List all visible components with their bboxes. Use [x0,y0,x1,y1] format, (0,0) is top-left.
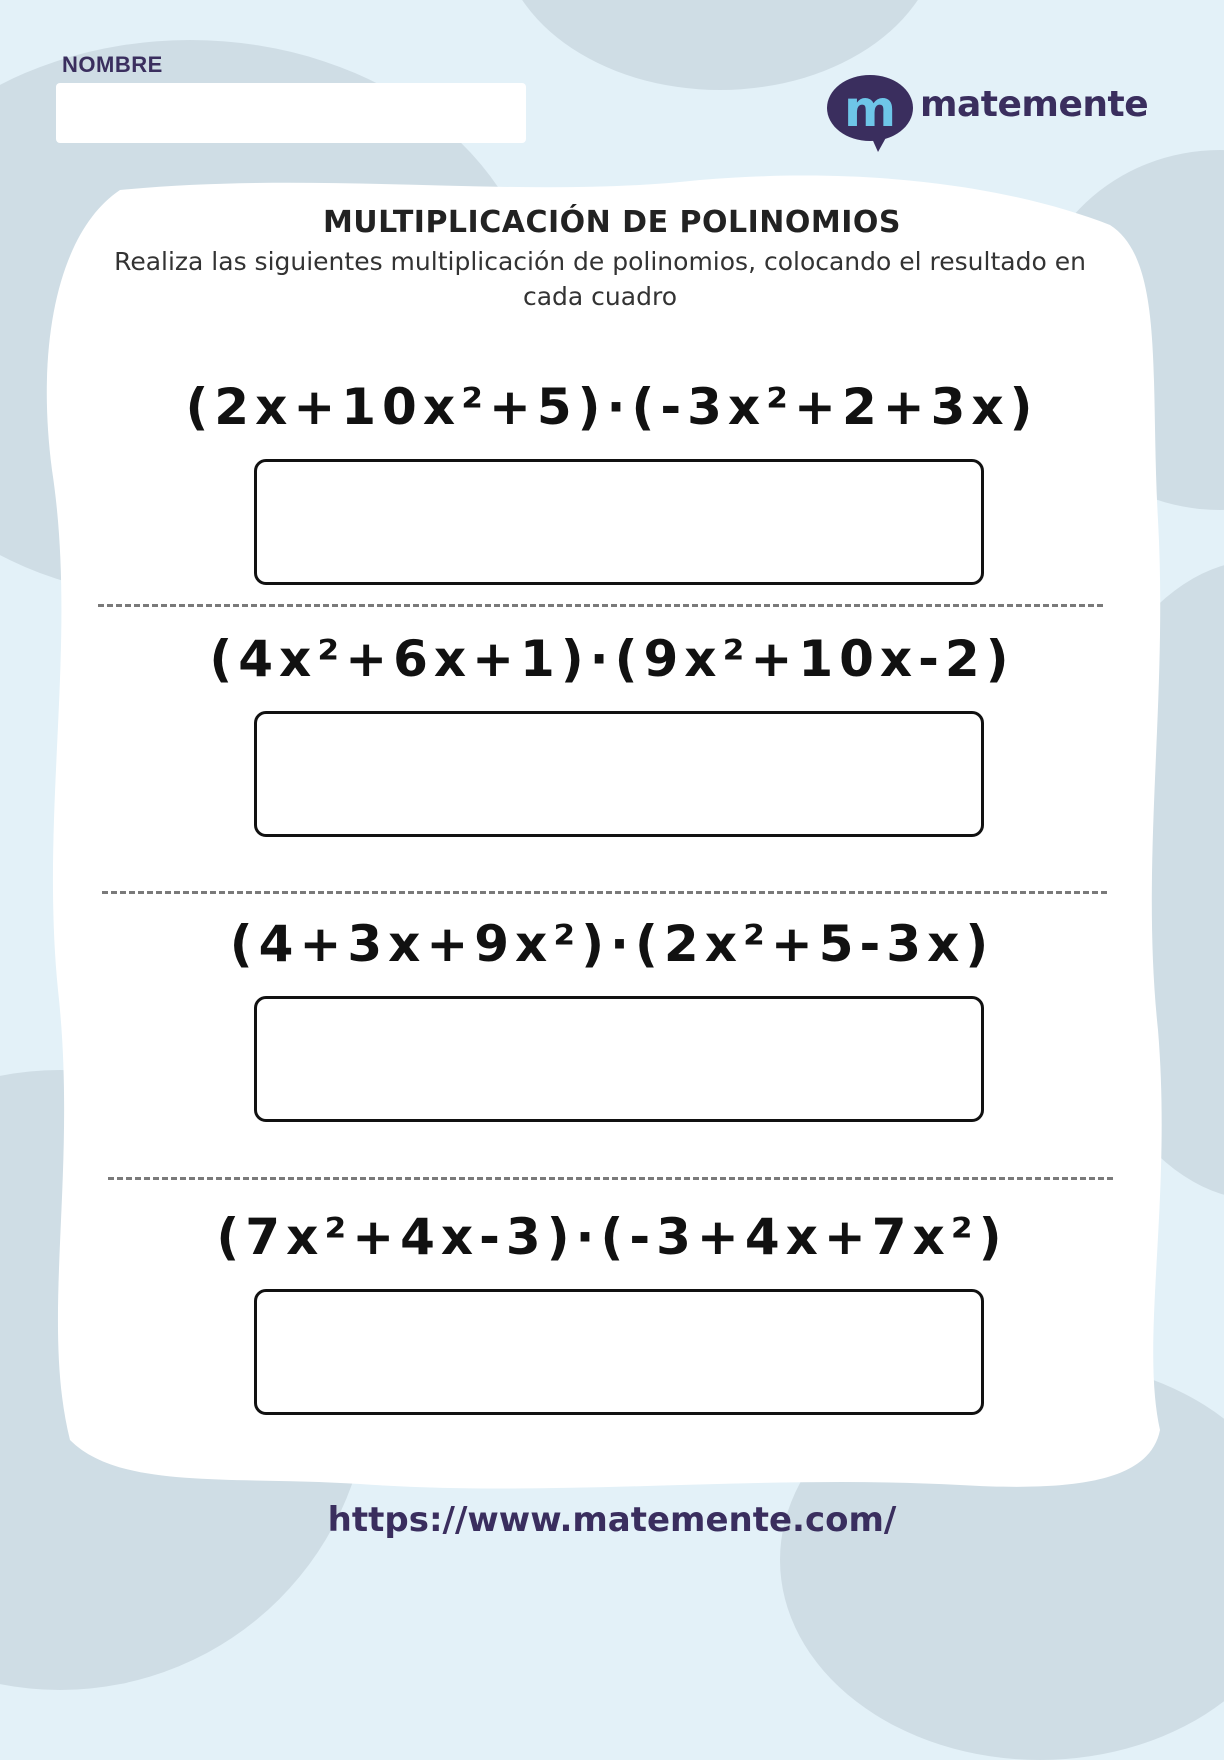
logo-letter: m [843,80,897,138]
answer-box[interactable] [254,1289,984,1415]
dashed-divider [102,891,1107,894]
answer-box[interactable] [254,996,984,1122]
dashed-divider [108,1177,1113,1180]
matemente-logo [826,74,1149,154]
name-label: NOMBRE [62,52,163,77]
dashed-divider [98,604,1103,607]
problem-expression: (4+3x+9x²)·(2x²+5-3x) [229,915,995,973]
answer-box[interactable] [254,459,984,585]
brand-name: matemente [920,84,1149,125]
footer-url[interactable]: https://www.matemente.com/ [327,1500,897,1540]
name-field[interactable] [56,83,526,143]
problem-expression: (7x²+4x-3)·(-3+4x+7x²) [216,1208,1008,1266]
worksheet-instructions: Realiza las siguientes multiplicación de polinomios, colocando el resultado en cada cuadro [114,247,1086,311]
problem-expression: (4x²+6x+1)·(9x²+10x-2) [209,630,1015,688]
problem-expression: (2x+10x²+5)·(-3x²+2+3x) [185,378,1039,436]
worksheet-title: MULTIPLICACIÓN DE POLINOMIOS [322,205,902,240]
answer-box[interactable] [254,711,984,837]
speech-bubble-icon [826,74,916,154]
